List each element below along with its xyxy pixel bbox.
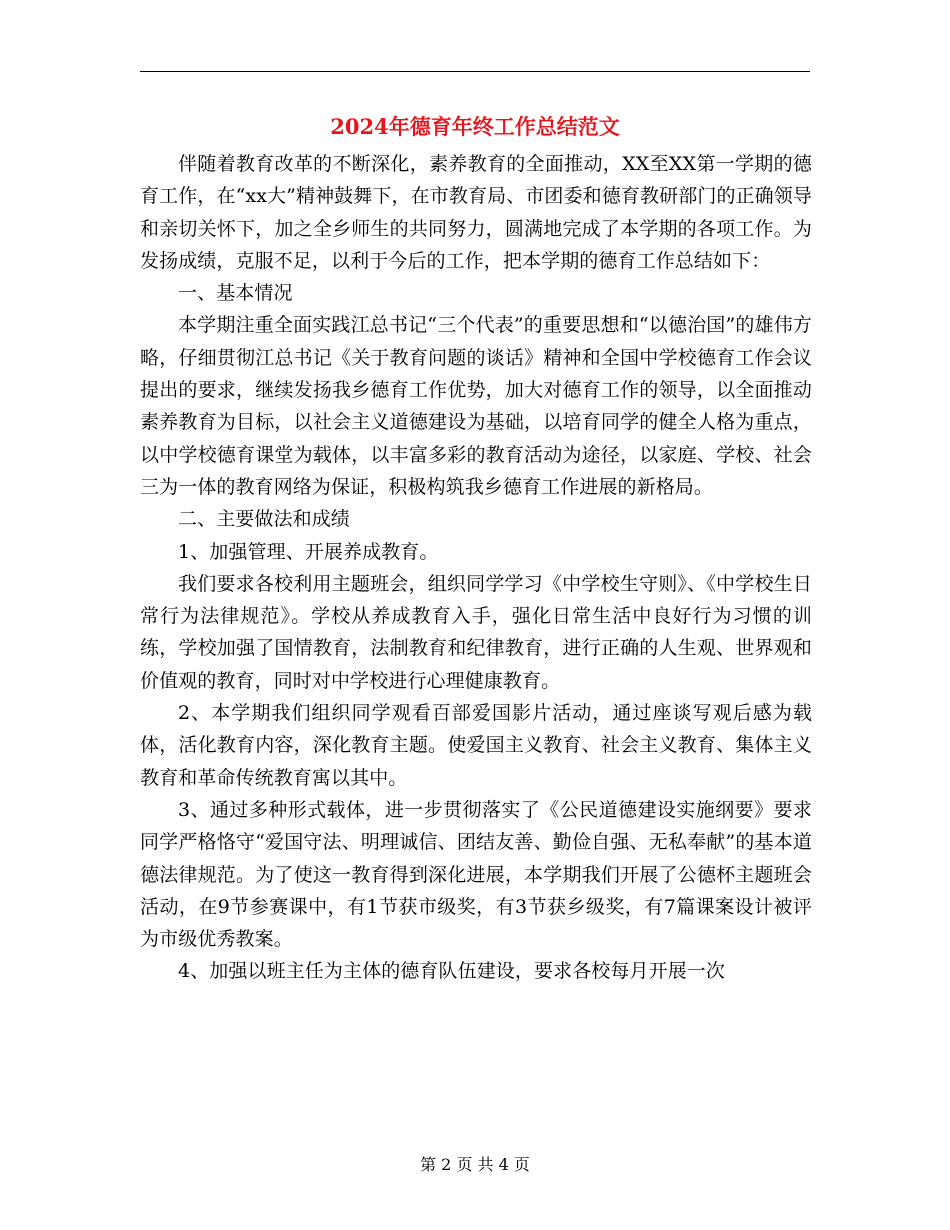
- section-heading-basic: 一、基本情况: [178, 282, 293, 305]
- paragraph-team: 4、加强以班主任为主体的德育队伍建设，要求各校每月开展一次: [178, 960, 725, 983]
- document-body: [140, 148, 812, 988]
- paragraph-films: 2、本学期我们组织同学观看百部爱国影片活动，通过座谈写观后感为载体，活化教育内容，深化教育主题。使爱国主义教育、社会主义教育、集体主义教育和革命传统教育寓以其中。: [140, 702, 812, 789]
- paragraph-morality: 3、通过多种形式载体，进一步贯彻落实了《公民道德建设实施纲要》要求同学严格恪守“爱国守法、明理诚信、团结友善、勤俭自强、无私奉献”的基本道德法律规范。为了使这一教育得到深化进展，本学期我们开展了公德杯主题班会活动，在9节参赛课中，有1节获市级奖，有3节获乡级奖，有7篇课案设计被评为市级优秀教案。: [140, 798, 812, 951]
- paragraph-intro: 伴随着教育改革的不断深化，素养教育的全面推动，XX至XX第一学期的德育工作，在“xx大”精神鼓舞下，在市教育局、市团委和德育教研部门的正确领导和亲切关怀下，加之全乡师生的共同努力，圆满地完成了本学期的各项工作。为发扬成绩，克服不足，以利于今后的工作，把本学期的德育工作总结如下：: [140, 153, 812, 272]
- page-number: 第 2 页 共 4 页: [420, 1155, 530, 1174]
- header-rule: [140, 71, 810, 72]
- document-title: 2024年德育年终工作总结范文: [330, 114, 620, 139]
- paragraph-basic: 本学期注重全面实践江总书记“三个代表”的重要思想和“以德治国”的雄伟方略，仔细贯彻江总书记《关于教育问题的谈话》精神和全国中学校德育工作会议提出的要求，继续发扬我乡德育工作优势，加大对德育工作的领导，以全面推动素养教育为目标，以社会主义道德建设为基础，以培育同学的健全人格为重点，以中学校德育课堂为载体，以丰富多彩的教育活动为途径，以家庭、学校、社会三为一体的教育网络为保证，积极构筑我乡德育工作进展的新格局。: [140, 314, 812, 498]
- section-heading-methods: 二、主要做法和成绩: [178, 508, 350, 531]
- paragraph-management: 我们要求各校利用主题班会，组织同学学习《中学校生守则》、《中学校生日常行为法律规范》。学校从养成教育入手，强化日常生活中良好行为习惯的训练，学校加强了国情教育，法制教育和纪律教育，进行正确的人生观、世界观和价值观的教育，同时对中学校进行心理健康教育。: [140, 572, 812, 692]
- subheading-management: 1、加强管理、开展养成教育。: [178, 540, 439, 563]
